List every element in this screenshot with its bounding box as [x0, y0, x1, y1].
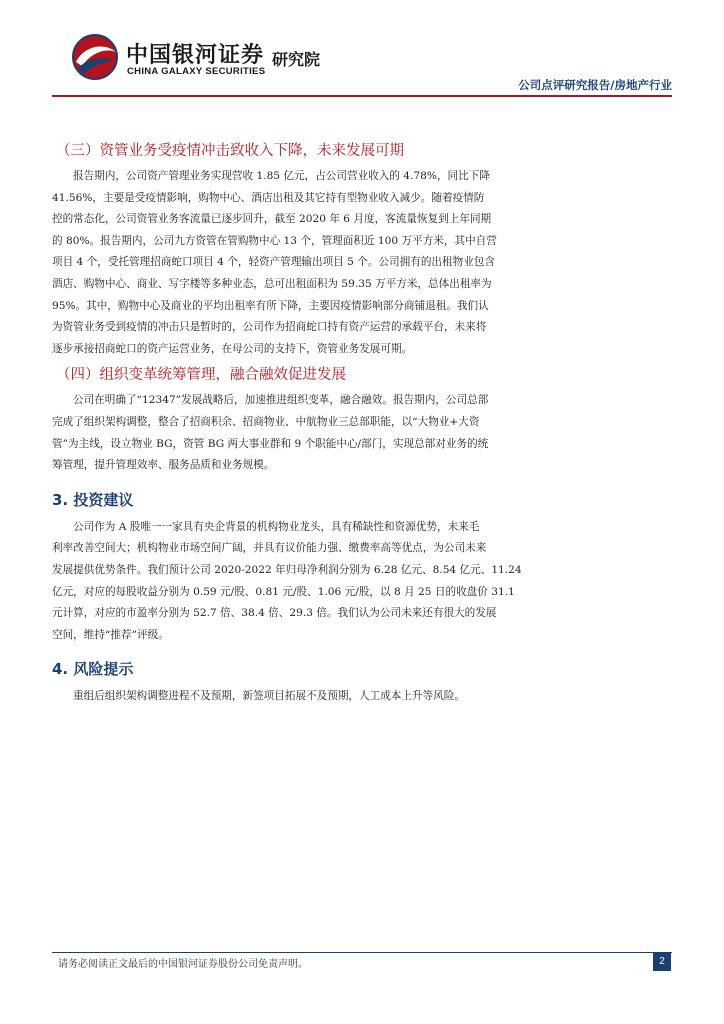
- paragraph-line: 为资管业务受到疫情的冲击只是暂时的，公司作为招商蛇口持有资产运营的承载平台，未来将: [52, 321, 487, 334]
- paragraph-line: 发展提供优势条件。我们预计公司 2020-2022 年归母净利润分别为 6.28 亿元、8.54 亿元、11.24: [52, 563, 522, 576]
- asset-management-heading: （三）资管业务受疫情冲击致收入下降，未来发展可期: [56, 143, 404, 159]
- paragraph-line: 亿元，对应的每股收益分别为 0.59 元/股、0.81 元/股、1.06 元/股，以 8 月 25 日的收盘价 31.1: [52, 585, 515, 598]
- header-divider: [52, 95, 672, 97]
- org-reform-heading: （四）组织变革统筹管理，融合融效促进发展: [56, 367, 346, 384]
- paragraph-line: 95%。其中，购物中心及商业的平均出租率有所下降，主要因疫情影响部分商铺退租。我们认: [52, 299, 489, 312]
- logo-en-text: CHINA GALAXY SECURITIES: [127, 66, 266, 77]
- company-logo: [70, 22, 360, 92]
- asset-management-section: [52, 140, 672, 360]
- paragraph-line: 空间，维持“推荐”评级。: [52, 628, 169, 641]
- risk-paragraph: [52, 686, 672, 708]
- org-reform-section: [52, 364, 672, 476]
- asset-management-paragraph: [52, 166, 672, 360]
- report-body: [52, 140, 672, 708]
- page-header: [0, 0, 724, 100]
- logo-institute-text: 研究院: [272, 50, 321, 69]
- investment-advice-paragraph: [52, 517, 672, 647]
- paragraph-line: 逐步承接招商蛇口的资产运营业务，在母公司的支持下，资管业务发展可期。: [52, 342, 413, 355]
- paragraph-line: 完成了组织架构调整，整合了招商积余、招商物业、中航物业三总部职能，以“大物业+大资: [52, 415, 480, 428]
- paragraph-line: 的 80%。报告期内，公司九方资管在管购物中心 13 个，管理面积近 100 万平方米，其中自营: [52, 234, 497, 247]
- page-number: 2: [653, 953, 671, 971]
- footer-divider: [52, 952, 672, 953]
- report-type-label: 公司点评研究报告/房地产行业: [518, 78, 672, 92]
- paragraph-line: 筹管理，提升管理效率、服务品质和业务规模。: [52, 459, 275, 472]
- paragraph-line: 41.56%，主要是受疫情影响，购物中心、酒店出租及其它持有型物业收入减少。随着疫情防: [52, 191, 485, 204]
- paragraph-line: 酒店、购物中心、商业、写字楼等多种业态，总可出租面积为 59.35 万平方米，总体出租率为: [52, 277, 492, 290]
- logo-cn-text: 中国银河证券: [126, 43, 265, 68]
- paragraph-line: 重组后组织架构调整进程不及预期，新签项目拓展不及预期，人工成本上升等风险。: [73, 690, 465, 703]
- investment-advice-section: [52, 489, 672, 647]
- paragraph-line: 公司在明确了“12347”发展战略后，加速推进组织变革，融合融效。报告期内，公司总部: [73, 394, 489, 407]
- paragraph-line: 元计算，对应的市盈率分别为 52.7 倍、38.4 倍、29.3 倍。我们认为公司未来还有很大的发展: [52, 607, 497, 620]
- risk-section: [52, 658, 672, 708]
- paragraph-line: 利率改善空间大；机构物业市场空间广阔，并具有议价能力强、缴费率高等优点，为公司未来: [52, 542, 487, 555]
- investment-advice-heading: 3. 投资建议: [52, 490, 134, 509]
- paragraph-line: 公司作为 A 股唯一一家具有央企背景的机构物业龙头，具有稀缺性和资源优势，未来毛: [73, 520, 480, 533]
- paragraph-line: 报告期内，公司资产管理业务实现营收 1.85 亿元，占公司营业收入的 4.78%，同比下降: [73, 170, 490, 182]
- org-reform-paragraph: [52, 390, 672, 476]
- paragraph-line: 项目 4 个，受托管理招商蛇口项目 4 个，轻资产管理输出项目 5 个。公司拥有的出租物业包含: [52, 256, 495, 269]
- footer-disclaimer: 请务必阅读正文最后的中国银河证券股份公司免责声明。: [58, 959, 308, 970]
- paragraph-line: 控的常态化，公司资管业务客流量已逐步回升，截至 2020 年 6 月度，客流量恢复到上年同期: [52, 213, 492, 226]
- risk-heading: 4. 风险提示: [52, 660, 134, 679]
- paragraph-line: 管”为主线，设立物业 BG，资管 BG 两大事业群和 9 个职能中心/部门，实现总部对业务的统: [52, 437, 489, 450]
- galaxy-logo-icon: [70, 32, 120, 82]
